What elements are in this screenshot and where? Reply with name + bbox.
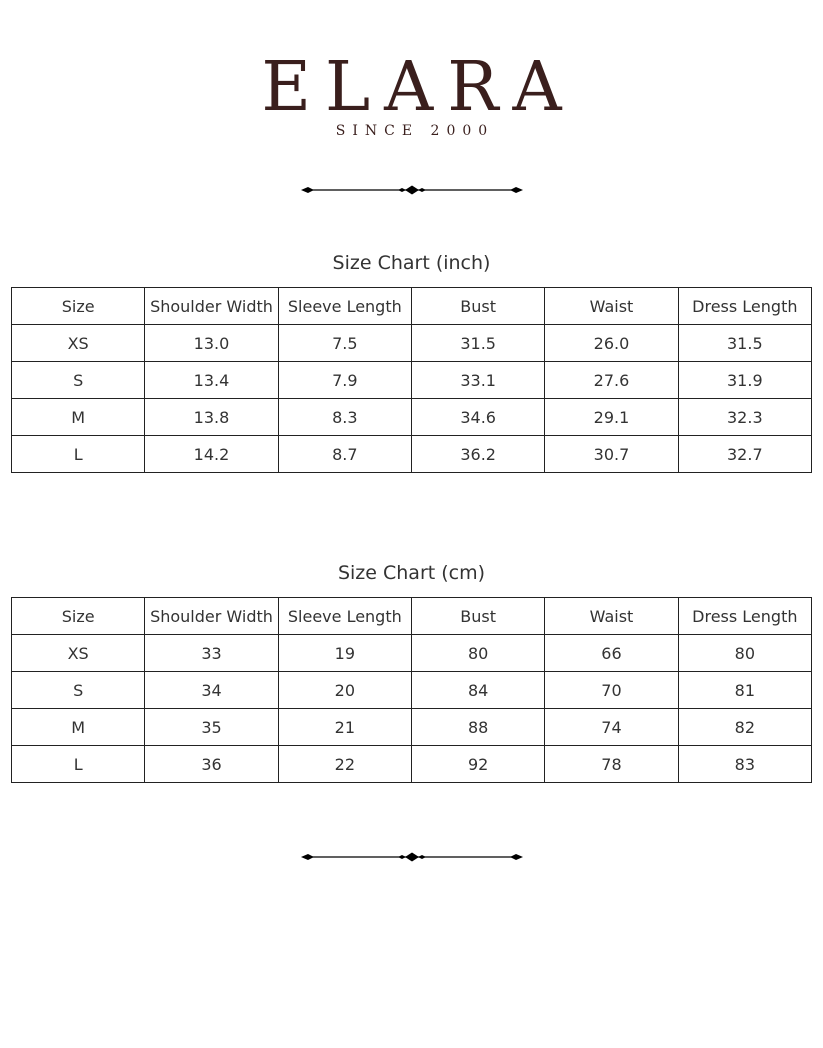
table-cell: 80 [678, 635, 811, 672]
column-header-size: Size [12, 288, 145, 325]
table-cell: 32.3 [678, 399, 811, 436]
table-cell: 81 [678, 672, 811, 709]
table-cell: 36.2 [411, 436, 544, 473]
size-chart-cm-title: Size Chart (cm) [337, 562, 486, 584]
table-header-row [12, 288, 812, 325]
column-header-waist: Waist [545, 288, 678, 325]
table-cell: 74 [545, 709, 678, 746]
table-cell: 27.6 [545, 362, 678, 399]
table-row [12, 362, 812, 399]
table-cell: 31.5 [411, 325, 544, 362]
column-header-waist: Waist [545, 598, 678, 635]
table-row [12, 436, 812, 473]
table-row [12, 399, 812, 436]
brand-name: ELARA [261, 48, 576, 127]
column-header-size: Size [12, 598, 145, 635]
table-cell: XS [12, 325, 145, 362]
table-cell: M [12, 709, 145, 746]
table-cell: 8.3 [278, 399, 411, 436]
table-cell: 31.5 [678, 325, 811, 362]
table-row [12, 325, 812, 362]
column-header-dress-length: Dress Length [678, 598, 811, 635]
table-cell: 8.7 [278, 436, 411, 473]
table-cell: 7.9 [278, 362, 411, 399]
table-cell: 83 [678, 746, 811, 783]
table-cell: 33 [145, 635, 278, 672]
table-cell: 66 [545, 635, 678, 672]
table-cell: 13.4 [145, 362, 278, 399]
column-header-shoulder-width: Shoulder Width [145, 288, 278, 325]
column-header-shoulder-width: Shoulder Width [145, 598, 278, 635]
table-cell: 84 [411, 672, 544, 709]
column-header-sleeve-length: Sleeve Length [278, 288, 411, 325]
table-cell: 34 [145, 672, 278, 709]
column-header-bust: Bust [411, 598, 544, 635]
table-cell: 78 [545, 746, 678, 783]
table-cell: 22 [278, 746, 411, 783]
table-cell: 82 [678, 709, 811, 746]
table-cell: 26.0 [545, 325, 678, 362]
table-cell: 92 [411, 746, 544, 783]
brand-logo [0, 48, 823, 139]
ornamental-divider-icon [300, 184, 524, 196]
table-cell: 14.2 [145, 436, 278, 473]
table-cell: 35 [145, 709, 278, 746]
size-chart-inch-table [11, 287, 812, 473]
table-row [12, 635, 812, 672]
table-cell: 13.0 [145, 325, 278, 362]
table-cell: 88 [411, 709, 544, 746]
table-cell: 19 [278, 635, 411, 672]
column-header-dress-length: Dress Length [678, 288, 811, 325]
table-cell: 7.5 [278, 325, 411, 362]
column-header-bust: Bust [411, 288, 544, 325]
table-row [12, 672, 812, 709]
table-cell: 34.6 [411, 399, 544, 436]
table-cell: S [12, 672, 145, 709]
table-cell: 70 [545, 672, 678, 709]
table-cell: M [12, 399, 145, 436]
table-row [12, 746, 812, 783]
size-chart-cm-table [11, 597, 812, 783]
table-cell: 20 [278, 672, 411, 709]
table-header-row [12, 598, 812, 635]
table-cell: 80 [411, 635, 544, 672]
table-cell: 31.9 [678, 362, 811, 399]
ornamental-divider-icon [300, 851, 524, 863]
table-cell: 29.1 [545, 399, 678, 436]
brand-tagline: SINCE 2000 [335, 123, 495, 139]
table-row [12, 709, 812, 746]
table-cell: L [12, 746, 145, 783]
table-cell: 13.8 [145, 399, 278, 436]
table-cell: L [12, 436, 145, 473]
table-cell: S [12, 362, 145, 399]
table-cell: 36 [145, 746, 278, 783]
column-header-sleeve-length: Sleeve Length [278, 598, 411, 635]
table-cell: 33.1 [411, 362, 544, 399]
table-cell: 30.7 [545, 436, 678, 473]
size-chart-inch-title: Size Chart (inch) [332, 252, 491, 274]
table-cell: 21 [278, 709, 411, 746]
table-cell: XS [12, 635, 145, 672]
table-cell: 32.7 [678, 436, 811, 473]
